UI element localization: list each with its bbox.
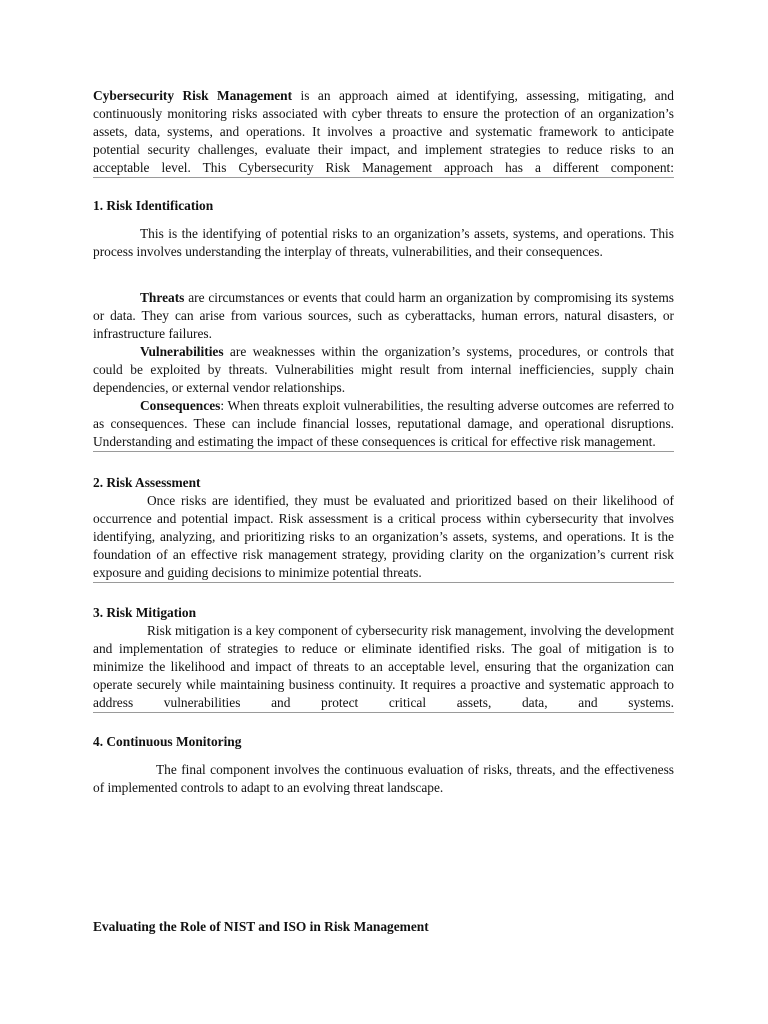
threats-text: are circumstances or events that could harm an organization by compromising its systems or data. They can arise from various sources, such as cyberattacks, human errors, natural disasters, or infrastructure failures. xyxy=(93,290,674,341)
intro-term: Cybersecurity Risk Management xyxy=(93,88,293,103)
heading-continuous-monitoring: 4. Continuous Monitoring xyxy=(93,734,242,749)
risk-assessment-paragraph: Once risks are identified, they must be evaluated and prioritized based on their likelihood of occurrence and potential impact. Risk assessment is a critical process within cybersecurity that involves identifying, analyzing, and prioritizing risks to an organization’s assets, systems, and operations. It is the foundation of an effective risk management strategy, providing clarity on the organization’s current risk exposure and guiding decisions to minimize potential threats. xyxy=(93,492,674,583)
risk-mitigation-paragraph: Risk mitigation is a key component of cybersecurity risk management, involving the development and implementation of strategies to reduce or eliminate identified risks. The goal of mitigation is to minimize the likelihood and impact of threats to an acceptable level, ensuring that the organization can operate securely while maintaining business continuity. It requires a proactive and systematic approach to address vulnerabilities and protect critical assets, data, and systems. xyxy=(93,622,674,713)
vulnerabilities-term: Vulnerabilities xyxy=(140,344,224,359)
section-continuous-monitoring xyxy=(93,733,674,751)
threats-term: Threats xyxy=(140,290,185,305)
threats-paragraph xyxy=(93,289,674,343)
consequences-text: : When threats exploit vulnerabilities, the resulting adverse outcomes are referred to as consequences. These can include financial losses, reputational damage, and operational disruptions. Understanding and estimating the impact of these consequences is critical for effective risk management. xyxy=(93,398,674,449)
section-risk-mitigation xyxy=(93,604,674,713)
section-continuous-monitoring-body xyxy=(93,761,674,797)
section-risk-identification-body xyxy=(93,225,674,261)
threat-definitions xyxy=(93,289,674,452)
consequences-term: Consequences xyxy=(140,398,221,413)
consequences-paragraph xyxy=(93,397,674,452)
section-risk-identification xyxy=(93,197,674,215)
heading-risk-mitigation: 3. Risk Mitigation xyxy=(93,605,197,620)
vulnerabilities-text: are weaknesses within the organization’s systems, procedures, or controls that could be exploited by threats. Vulnerabilities might result from internal inefficiencies, supply chain dependencies, or external vendor relationships. xyxy=(93,344,674,395)
heading-risk-identification: 1. Risk Identification xyxy=(93,198,214,213)
continuous-monitoring-paragraph: The final component involves the continuous evaluation of risks, threats, and the effectiveness of implemented controls to adapt to an evolving threat landscape. xyxy=(93,762,674,795)
intro-section xyxy=(93,87,674,178)
section-nist-iso xyxy=(93,918,674,936)
vulnerabilities-paragraph xyxy=(93,343,674,397)
section-risk-assessment xyxy=(93,474,674,583)
heading-risk-assessment: 2. Risk Assessment xyxy=(93,475,201,490)
intro-text: is an approach aimed at identifying, assessing, mitigating, and continuously monitoring risks associated with cyber threats to ensure the protection of an organization’s assets, data, systems, and operations. It involves a proactive and systematic framework to anticipate potential security challenges, evaluate their impact, and implement strategies to reduce risks to an acceptable level. This Cybersecurity Risk Management approach has a different component: xyxy=(93,88,674,175)
intro-paragraph xyxy=(93,87,674,178)
risk-identification-paragraph: This is the identifying of potential risks to an organization’s assets, systems, and operations. This process involves understanding the interplay of threats, vulnerabilities, and their consequences. xyxy=(93,226,674,259)
heading-nist-iso: Evaluating the Role of NIST and ISO in Risk Management xyxy=(93,919,429,934)
